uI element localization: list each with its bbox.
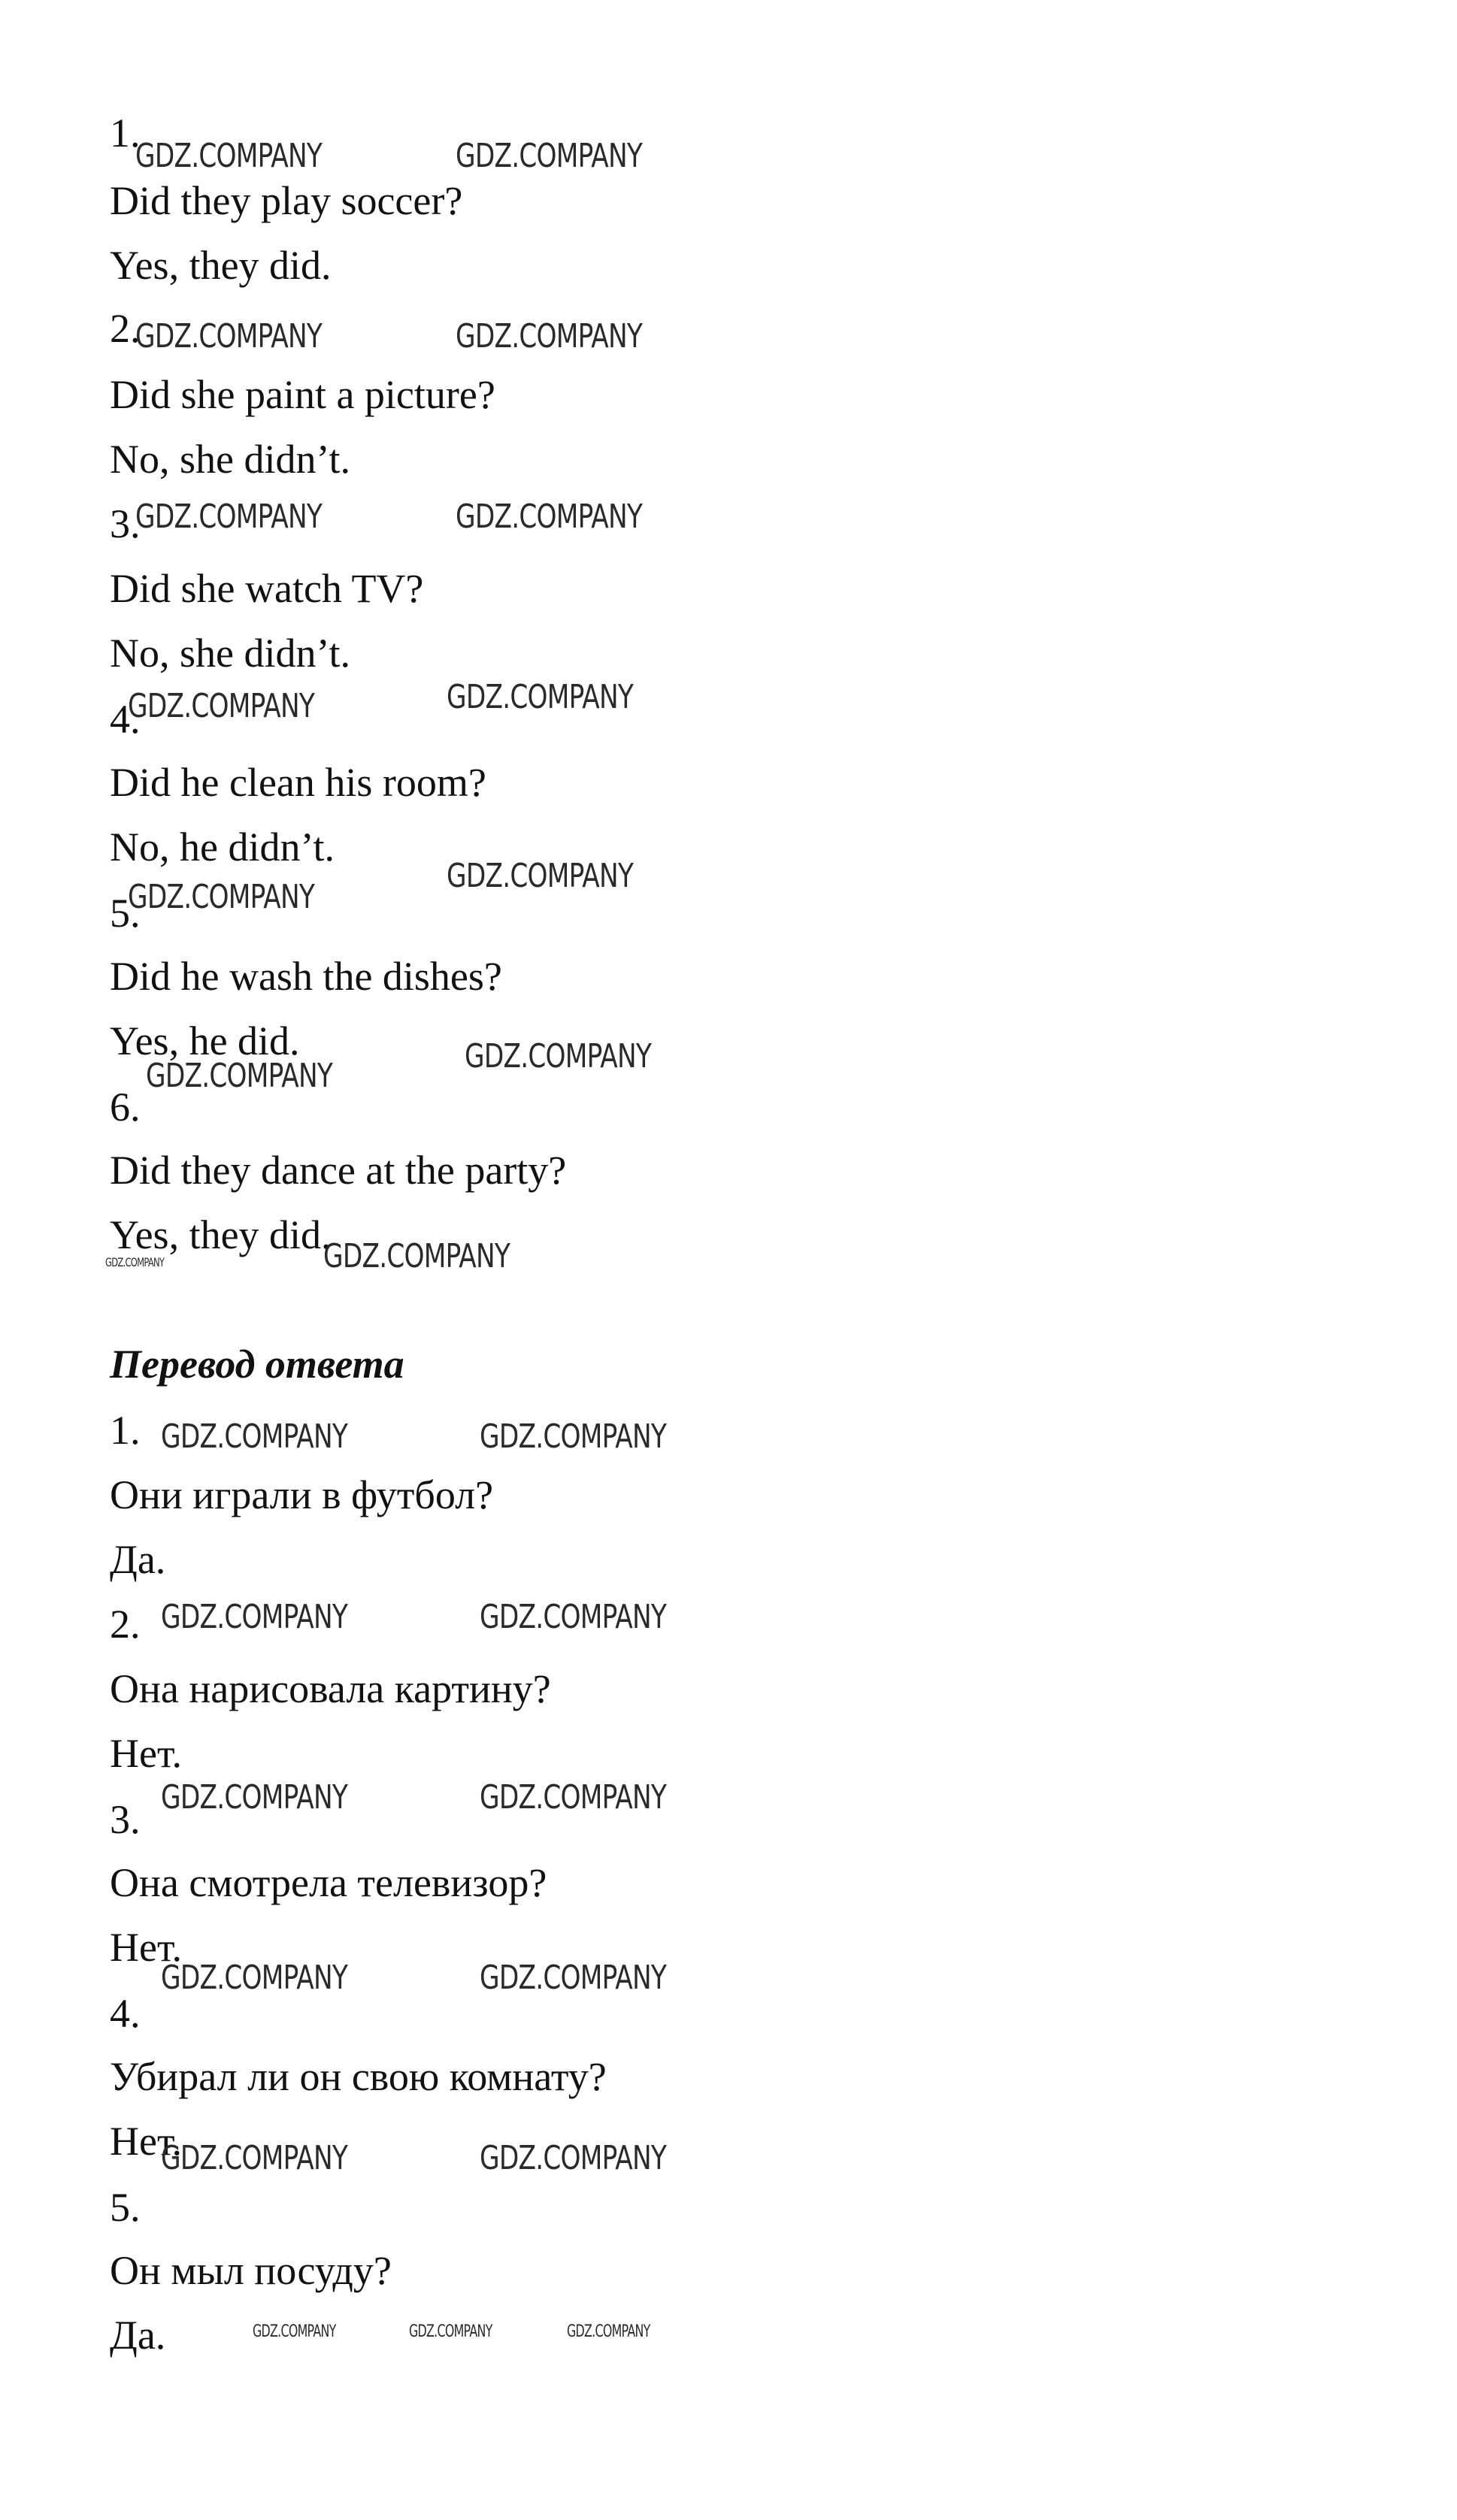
watermark-text: GDZ.COMPANY xyxy=(105,1255,165,1269)
watermark-text: GDZ.COMPANY xyxy=(456,498,643,536)
watermark-text: GDZ.COMPANY xyxy=(480,1778,667,1817)
question-text: Did he wash the dishes? xyxy=(110,954,502,999)
item-number: 3. xyxy=(110,1797,141,1842)
watermark-text: GDZ.COMPANY xyxy=(161,1417,348,1456)
watermark-text: GDZ.COMPANY xyxy=(161,1959,348,1997)
answer-text: Yes, they did. xyxy=(110,1212,332,1257)
answer-text: Нет. xyxy=(110,1731,183,1776)
watermark-text: GDZ.COMPANY xyxy=(456,137,643,175)
watermark-text: GDZ.COMPANY xyxy=(480,2139,667,2177)
watermark-text: GDZ.COMPANY xyxy=(409,2322,492,2341)
question-text: Она нарисовала картину? xyxy=(110,1666,551,1711)
item-number: 2. xyxy=(110,1602,141,1647)
watermark-text: GDZ.COMPANY xyxy=(567,2322,650,2341)
watermark-text: GDZ.COMPANY xyxy=(447,857,634,895)
watermark-text: GDZ.COMPANY xyxy=(161,2139,348,2177)
item-number: 1. xyxy=(110,110,141,156)
watermark-text: GDZ.COMPANY xyxy=(480,1598,667,1636)
question-text: Did she paint a picture? xyxy=(110,372,495,417)
watermark-text: GDZ.COMPANY xyxy=(135,498,323,536)
watermark-text: GDZ.COMPANY xyxy=(146,1057,333,1095)
watermark-text: GDZ.COMPANY xyxy=(480,1417,667,1456)
answer-text: Yes, he did. xyxy=(110,1018,300,1063)
answer-text: Да. xyxy=(110,1537,166,1582)
question-text: Did they play soccer? xyxy=(110,178,463,223)
watermark-text: GDZ.COMPANY xyxy=(135,137,323,175)
item-number: 1. xyxy=(110,1408,141,1453)
answer-text: Да. xyxy=(110,2313,166,2358)
item-number: 4. xyxy=(110,1991,141,2036)
watermark-text: GDZ.COMPANY xyxy=(465,1037,652,1075)
item-number: 2. xyxy=(110,306,141,351)
question-text: Они играли в футбол? xyxy=(110,1472,494,1517)
answer-text: Нет. xyxy=(110,2119,183,2164)
answer-text: Yes, they did. xyxy=(110,243,332,288)
answer-text: No, he didn’t. xyxy=(110,824,335,870)
answer-text: Нет. xyxy=(110,1925,183,1970)
watermark-text: GDZ.COMPANY xyxy=(161,1598,348,1636)
watermark-text: GDZ.COMPANY xyxy=(161,1778,348,1817)
watermark-text: GDZ.COMPANY xyxy=(480,1959,667,1997)
item-number: 6. xyxy=(110,1085,141,1130)
watermark-text: GDZ.COMPANY xyxy=(128,687,315,725)
watermark-text: GDZ.COMPANY xyxy=(447,678,634,716)
question-text: Did he clean his room? xyxy=(110,760,486,805)
question-text: Убирал ли он свою комнату? xyxy=(110,2054,607,2099)
item-number: 5. xyxy=(110,2185,141,2230)
answer-text: No, she didn’t. xyxy=(110,631,350,676)
question-text: Did she watch TV? xyxy=(110,566,424,611)
question-text: Он мыл посуду? xyxy=(110,2248,392,2293)
watermark-text: GDZ.COMPANY xyxy=(128,878,315,916)
item-number: 3. xyxy=(110,501,141,546)
item-number: 5. xyxy=(110,891,141,936)
question-text: Она смотрела телевизор? xyxy=(110,1860,547,1905)
watermark-text: GDZ.COMPANY xyxy=(456,317,643,355)
answer-text: No, she didn’t. xyxy=(110,437,350,482)
section-heading: Перевод ответа xyxy=(110,1342,404,1387)
item-number: 4. xyxy=(110,697,141,742)
watermark-text: GDZ.COMPANY xyxy=(135,317,323,355)
watermark-text: GDZ.COMPANY xyxy=(253,2322,336,2341)
watermark-text: GDZ.COMPANY xyxy=(323,1237,510,1275)
question-text: Did they dance at the party? xyxy=(110,1148,567,1193)
